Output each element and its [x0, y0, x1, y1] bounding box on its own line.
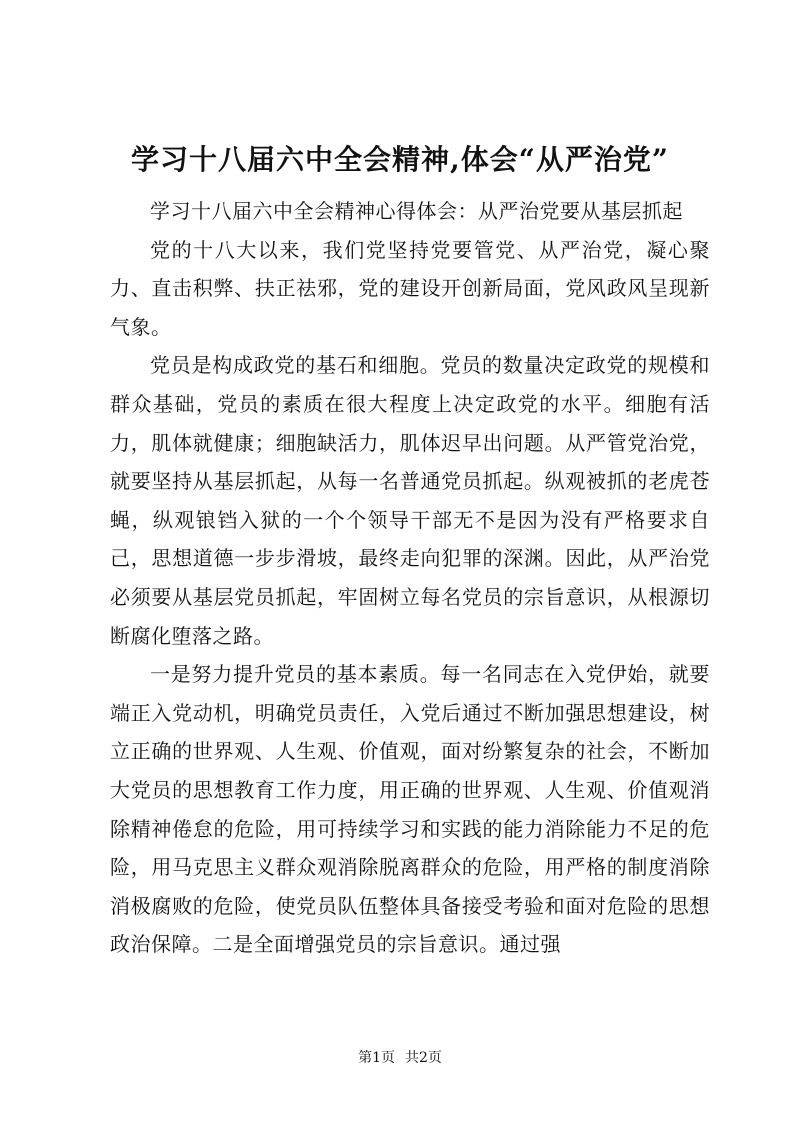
page-total: 共2页 [405, 1050, 442, 1066]
document-title: 学习十八届六中全会精神,体会“从严治党” [131, 143, 669, 176]
paragraph: 党员是构成政党的基石和细胞。党员的数量决定政党的规模和群众基础，党员的素质在很大程度上决定政党的水平。细胞有活力，肌体就健康；细胞缺活力，肌体迟早出问题。从严管党治党，就要坚持从基层抓起，从每一名普通党员抓起。纵观被抓的老虎苍蝇，纵观锒铛入狱的一个个领导干部无不是因为没有严格要求自己，思想道德一步步滑坡，最终走向犯罪的深渊。因此，从严治党必须要从基层党员抓起，牢固树立每名党员的宗旨意识，从根源切断腐化堕落之路。 [110, 353, 710, 648]
paragraph: 一是努力提升党员的基本素质。每一名同志在入党伊始，就要端正入党动机，明确党员责任，入党后通过不断加强思想建设，树立正确的世界观、人生观、价值观，面对纷繁复杂的社会，不断加大党员的思想教育工作力度，用正确的世界观、人生观、价值观消除精神倦怠的危险，用可持续学习和实践的能力消除能力不足的危险，用马克思主义群众观消除脱离群众的危险，用严格的制度消除消极腐败的危险，使党员队伍整体具备接受考验和面对危险的思想政治保障。二是全面增强党员的宗旨意识。通过强 [110, 662, 710, 957]
page-number: 第1页 [358, 1050, 395, 1066]
document-body [110, 192, 710, 964]
paragraph-subtitle: 学习十八届六中全会精神心得体会：从严治党要从基层抓起 [150, 199, 683, 223]
paragraph: 党的十八大以来，我们党坚持党要管党、从严治党，凝心聚力、直击积弊、扶正祛邪，党的建设开创新局面，党风政风呈现新气象。 [110, 237, 710, 339]
page-footer [0, 1048, 800, 1068]
